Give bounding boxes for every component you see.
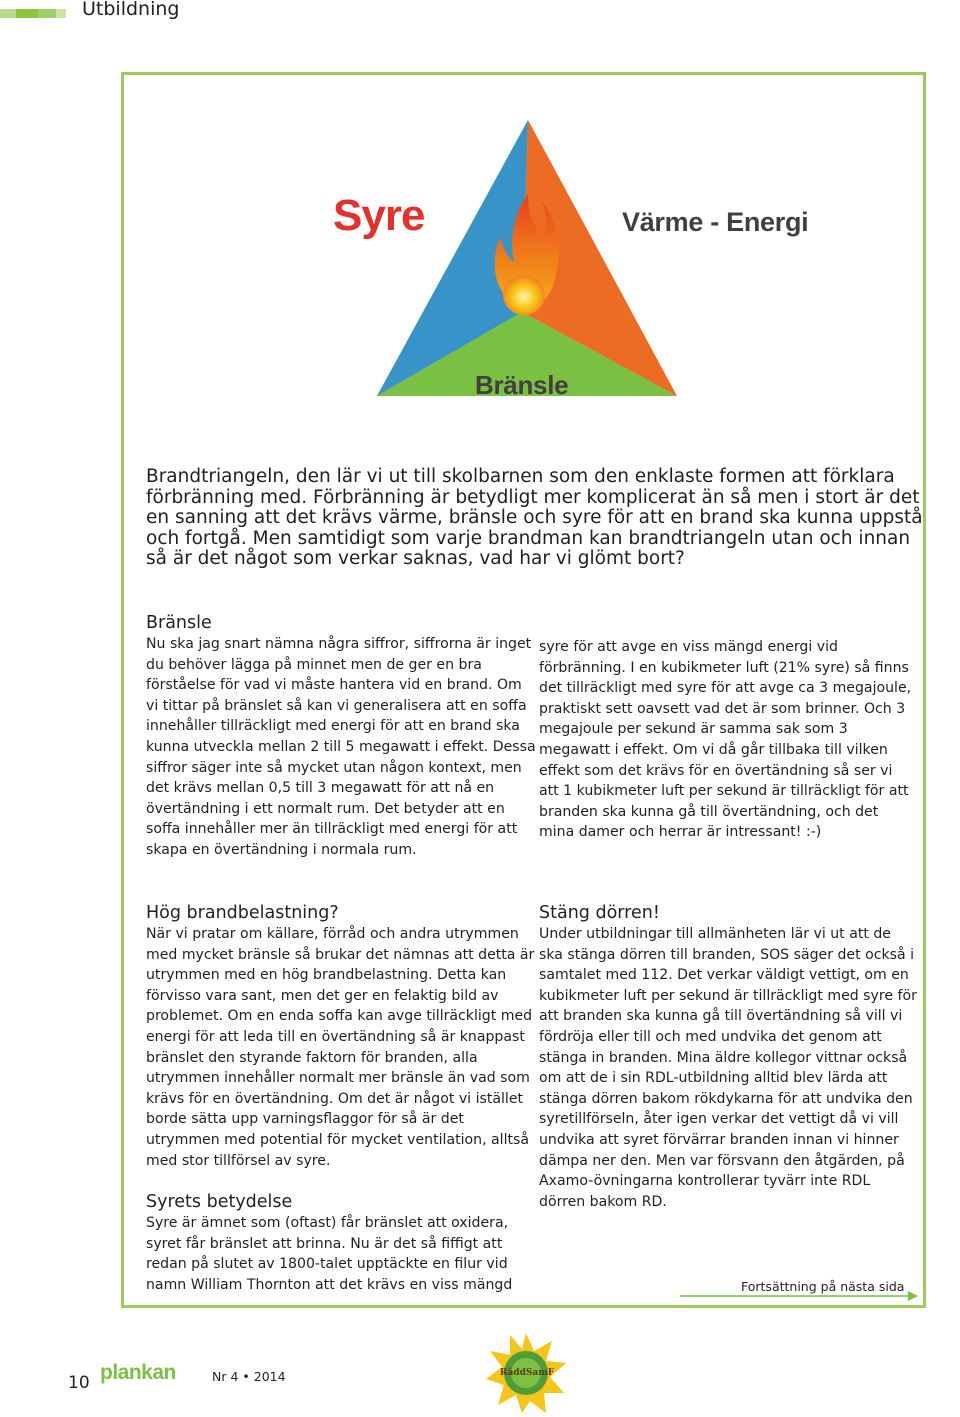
section-heading: Stäng dörren! <box>539 903 660 923</box>
page-number: 10 <box>68 1373 90 1393</box>
continuation-link[interactable]: Fortsättning på nästa sida <box>741 1279 905 1294</box>
section-body: syre för att avge en viss mängd energi vid förbränning. I en kubikmeter luft (21% syre) så finns det tillräckligt med syre för att avge ca 3 megajoule, praktiskt sett oavsett vad det är som brinner. Och 3 megajoule per sekund är samma sak som 3 megawatt i effekt. Om vi då går tillbaka till vilken effekt som det krävs för en övertändning så ser vi att 1 kubikmeter luft per sekund är tillräckligt för att branden ska kunna gå till övertändning, och det mina damer och herrar är intressant! :-) <box>539 639 912 841</box>
header-bar-1 <box>0 9 16 18</box>
figure-label-bransle: Bränsle <box>475 370 569 400</box>
section-syre-continued <box>539 637 915 843</box>
section-heading: Hög brandbelastning? <box>146 903 339 923</box>
section-body: Under utbildningar till allmänheten lär vi ut att de ska stänga dörren till branden, SOS säger det också i samtalet med 112. Det verkar väldigt vettigt, om en kubikmeter luft per sekund är tillräckligt med syre för att branden ska kunna gå till övertändning så vill vi fördröja eller till och med undvika det genom att stänga in branden. Mina äldre kollegor vittnar också om att de i sin RDL-utbildning alltid blev lärda att stänga dörren bakom rökdykarna för att undvika den syretillförseln, åter igen verkar det vettigt då vi vill undvika att syret förvärrar branden innan vi hinner dämpa ner den. Men var försvann den åtgärden, på Axamo-övningarna kontrollerar tyvärr inte RDL dörren bakom RD. <box>539 926 917 1210</box>
section-heading: Bränsle <box>146 613 212 633</box>
issue-number: Nr 4 • 2014 <box>212 1369 286 1384</box>
section-stang-dorren <box>539 902 917 1212</box>
plankan-logo: plankan <box>100 1361 176 1384</box>
section-syrets-betydelse <box>146 1191 536 1295</box>
flame-core <box>503 275 545 315</box>
section-heading: Syrets betydelse <box>146 1192 293 1212</box>
section-body: Syre är ämnet som (oftast) får bränslet att oxidera, syret får bränslet att brinna. Nu är det så fiffigt att redan på slutet av 1800-talet upptäckte en filur vid namn William Thornton att det krävs en viss mängd <box>146 1215 513 1293</box>
header-bar-4 <box>56 9 66 18</box>
arrow-right-icon <box>680 1290 920 1302</box>
section-body: Nu ska jag snart nämna några siffror, siffrorna är inget du behöver lägga på minnet men de ger en bra förståelse för vad vi måste hantera vid en brand. Om vi tittar på bränslet så kan vi generalisera att en soffa innehåller tillräckligt med energi för att en brand ska kunna utveckla mellan 2 till 5 megawatt i effekt. Dessa siffror säger inte så mycket utan någon kontext, men det krävs mellan 0,5 till 3 megawatt för att nå en övertändning i ett normalt rum. Det betyder att en soffa innehåller mer än tillräckligt med energi för att skapa en övertändning i normala rum. <box>146 636 536 858</box>
section-bransle <box>146 612 536 861</box>
intro-paragraph: Brandtriangeln, den lär vi ut till skolbarnen som den enklaste formen att förklara förbränning med. Förbränning är betydligt mer komplicerat än så men i stort är det en sanning att det krävs värme, bränsle och syre för att en brand ska kunna uppstå och fortgå. Men samtidigt som varje brandman kan brandtriangeln utan och innan så är det något som verkar saknas, vad har vi glömt bort? <box>146 466 923 570</box>
header-bar-3 <box>38 9 56 18</box>
figure-label-varme-energi: Värme - Energi <box>622 207 809 237</box>
section-body: När vi pratar om källare, förråd och andra utrymmen med mycket bränsle så brukar det nämnas att detta är utrymmen med en hög brandbelastning. Detta kan förvisso vara sant, men det ger en felaktig bild av problemet. Om en enda soffa kan avge tillräckligt med energi för att leda till en övertändning så är knappast bränslet den styrande faktorn för branden, alla utrymmen innehåller normalt mer bränsle än vad som krävs för en övertändning. Om det är något vi istället borde sätta upp varningsflaggor för så är det utrymmen med potential för mycket ventilation, alltså med stor tillförsel av syre. <box>146 926 535 1169</box>
fire-triangle-figure <box>322 112 808 404</box>
section-label: Utbildning <box>82 0 180 20</box>
section-hog-brandbelastning <box>146 902 536 1171</box>
badge-label: RäddSamF <box>499 1368 555 1378</box>
fire-triangle-graphic <box>322 112 808 404</box>
figure-label-syre: Syre <box>333 191 425 240</box>
header-bar-2 <box>16 9 38 18</box>
